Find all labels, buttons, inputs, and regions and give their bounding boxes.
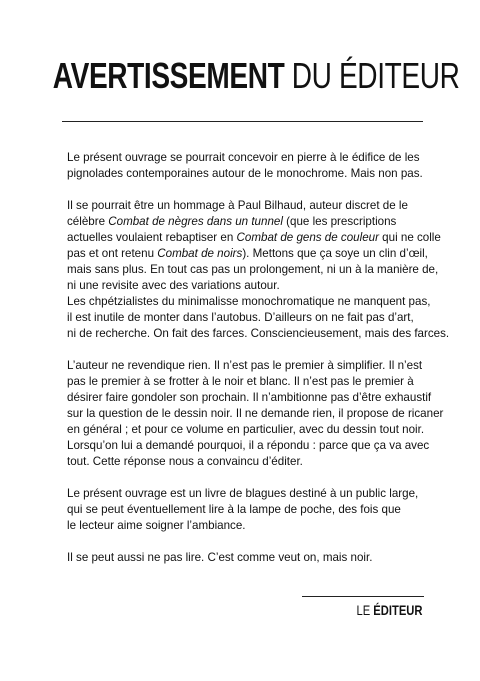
text-segment: pignolades contemporaines autour de le monochrome. Mais non pas. [67,167,423,180]
text-line [67,454,432,470]
signature-divider [302,596,424,597]
text-segment: le lecteur aime soigner l’ambiance. [67,519,246,532]
paragraph [67,358,444,470]
italic-title: Combat de noirs [157,247,243,260]
text-line [67,550,432,566]
text-segment: en général ; et pour ce volume en particulier, avec du dessin tout noir. [67,423,425,436]
text-line [67,214,432,230]
text-segment: L’auteur ne revendique rien. Il n’est pas le premier à simplifier. Il n’est [67,359,423,372]
text-segment: ni une revisite avec des variations autour. [67,279,280,292]
text-segment: qui ne colle [378,231,441,244]
text-segment: célèbre [67,215,109,228]
text-segment: tout. Cette réponse nous a convaincu d’éditer. [67,455,303,468]
text-line [67,438,432,454]
text-line [67,326,450,342]
title-light: DU ÉDITEUR [291,55,460,96]
signature-bold: ÉDITEUR [372,602,422,618]
text-segment: désirer faire gondoler son prochain. Il n’ambitionne pas d’être exhaustif [67,391,432,404]
text-line [67,198,432,214]
text-segment: il est inutile de monter dans l’autobus. D’ailleurs on ne fait pas d’art, [67,311,414,324]
text-line [67,518,432,534]
text-line [67,502,432,518]
text-line [67,262,439,278]
text-segment: Lorsqu’on lui a demandé pourquoi, il a répondu : parce que ça va avec [67,439,430,452]
text-line [67,390,432,406]
text-segment: qui se peut éventuellement lire à la lampe de poche, des fois que [67,503,401,516]
page-title [52,55,460,96]
title-bold: AVERTISSEMENT [52,55,285,96]
signature-light: LE [356,602,373,618]
text-segment: sur la question de le dessin noir. Il ne demande rien, il propose de ricaner [67,407,444,420]
text-line [67,358,432,374]
italic-title: Combat de gens de couleur [236,231,379,244]
text-line [67,486,432,502]
text-segment: actuelles voulaient rebaptiser en [67,231,237,244]
title-divider [62,121,423,122]
text-segment: mais sans plus. En tout cas pas un prolongement, ni un à la manière de, [67,263,439,276]
text-line [67,422,432,438]
text-line [67,374,432,390]
paragraph [67,150,432,182]
text-segment: Il se peut aussi ne pas lire. C’est comme veut on, mais noir. [67,551,373,564]
text-segment: Il se pourrait être un hommage à Paul Bilhaud, auteur discret de le [67,199,408,212]
paragraph [67,486,432,534]
body-text [67,150,450,582]
italic-title: Combat de nègres dans un tunnel [108,215,283,228]
text-segment: Le présent ouvrage se pourrait concevoir en pierre à le édifice de les [67,151,420,164]
text-line [67,230,441,246]
text-line [67,406,444,422]
text-segment: Les chpétzialistes du minimalisse monochromatique ne manquent pas, [67,295,431,308]
text-line [67,246,432,262]
text-line [67,166,432,182]
paragraph [67,198,450,342]
text-segment: ). Mettons que ça soye un clin d’œil, [242,247,428,260]
text-segment: pas le premier à se frotter à le noir et blanc. Il n’est pas le premier à [67,375,414,388]
text-segment: pas et ont retenu [67,247,158,260]
text-line [67,150,432,166]
paragraph [67,550,432,566]
text-line [67,294,432,310]
text-segment: Le présent ouvrage est un livre de blagues destiné à un public large, [67,487,419,500]
signature [356,602,422,618]
text-line [67,278,432,294]
text-segment: ni de recherche. On fait des farces. Consciencieusement, mais des farces. [67,327,450,340]
text-line [67,310,432,326]
text-segment: (que les prescriptions [282,215,397,228]
